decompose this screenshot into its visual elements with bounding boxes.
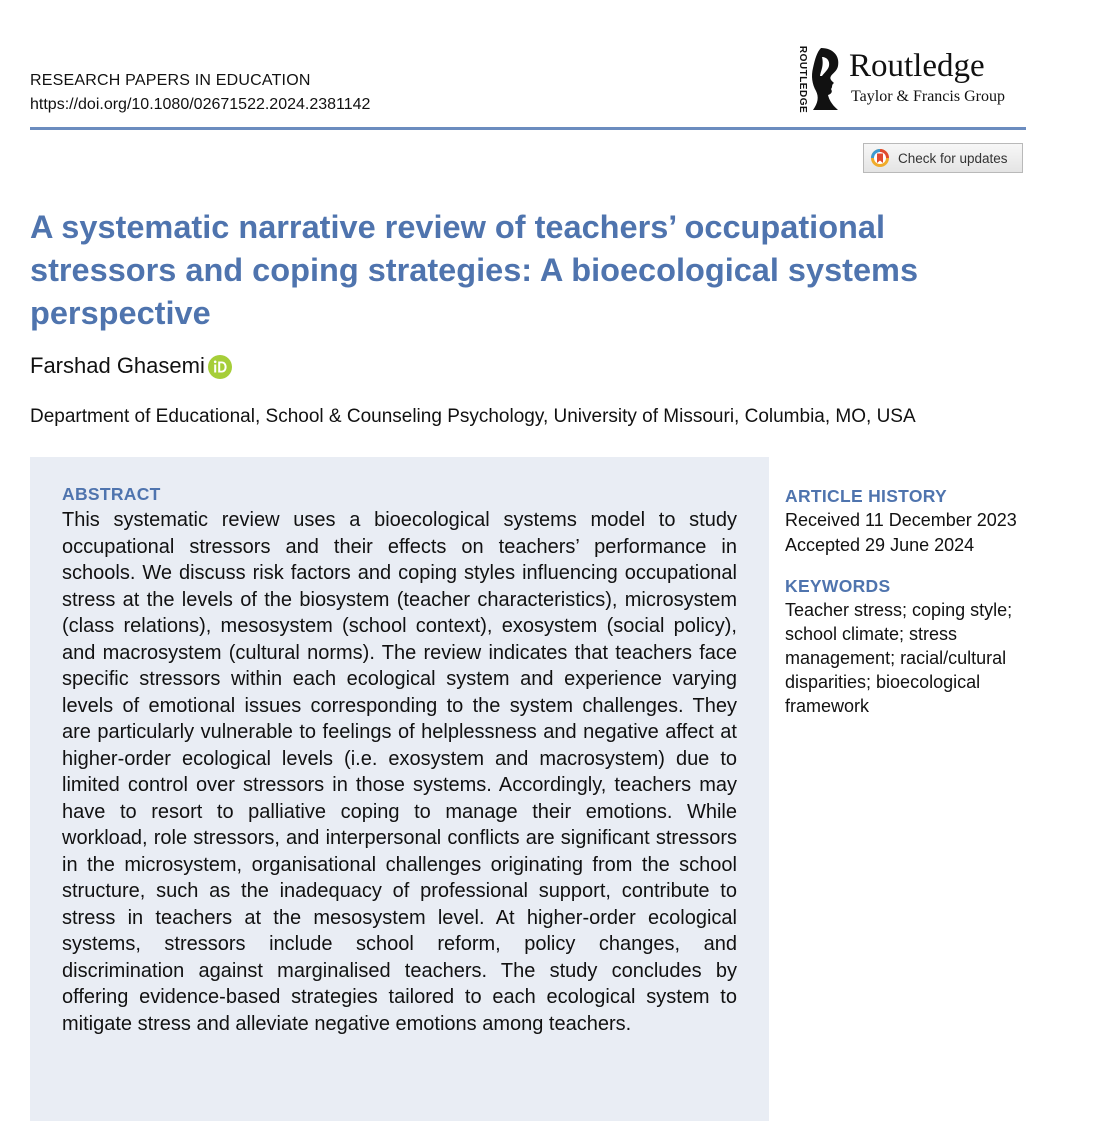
article-history-heading: ARTICLE HISTORY (785, 486, 948, 506)
journal-name: RESEARCH PAPERS IN EDUCATION (30, 72, 311, 89)
received-date: Received 11 December 2023 (785, 510, 1017, 530)
abstract-heading: ABSTRACT (62, 484, 161, 504)
keywords-text: Teacher stress; coping style; school climate; stress management; racial/cultural disparities; bioecological framework (785, 600, 1013, 716)
publisher-group: Taylor & Francis Group (851, 88, 1005, 105)
header-rule (30, 127, 1026, 130)
author-line (30, 353, 232, 379)
article-title: A systematic narrative review of teachers’ occupational stressors and coping strategies: A bioecological systems perspective (30, 209, 919, 331)
check-for-updates-button[interactable] (863, 143, 1023, 173)
publisher-logo (793, 44, 1033, 114)
accepted-date: Accepted 29 June 2024 (785, 535, 975, 555)
logo-vertical-text: ROUTLEDGE (797, 45, 809, 114)
author-affiliation: Department of Educational, School & Counseling Psychology, University of Missouri, Columbia, MO, USA (30, 406, 916, 427)
crossmark-icon (870, 148, 890, 168)
author-name[interactable]: Farshad Ghasemi (30, 353, 205, 378)
article-sidebar (785, 484, 1055, 718)
routledge-profile-icon (807, 46, 841, 112)
doi-link[interactable]: https://doi.org/10.1080/02671522.2024.2381142 (30, 96, 371, 113)
abstract-text: This systematic review uses a bioecological systems model to study occupational stressors and their effects on teachers’ performance in schools. We discuss risk factors and coping styles influencing occupational stress at the levels of the biosystem (teacher characteristics), microsystem (class relations), mesosystem (school context), exosystem (social policy), and macrosystem (cultural norms). The review indicates that teachers face specific stressors within each ecological system and experience varying levels of emotional issues corresponding to the system challenges. They are particularly vulnerable to feelings of helplessness and negative affect at higher-order ecological levels (i.e. exosystem and macrosystem) due to limited control over stressors in those systems. Accordingly, teachers may have to resort to palliative coping to manage their emotions. While workload, role stressors, and interpersonal conflicts are significant stressors in the microsystem, organisational challenges originating from the school structure, such as the inadequacy of professional support, contribute to stress in teachers at the mesosystem level. At higher-order ecological systems, stressors include school reform, policy changes, and discrimination against marginalised teachers. The study concludes by offering evidence-based strategies tailored to each ecological system to mitigate stress and alleviate negative emotions among teachers. (62, 509, 737, 1035)
keywords-heading: KEYWORDS (785, 576, 891, 596)
check-for-updates-label: Check for updates (898, 150, 1008, 166)
abstract-box (30, 457, 769, 1121)
orcid-icon[interactable] (208, 355, 232, 379)
publisher-name: Routledge (849, 48, 985, 84)
